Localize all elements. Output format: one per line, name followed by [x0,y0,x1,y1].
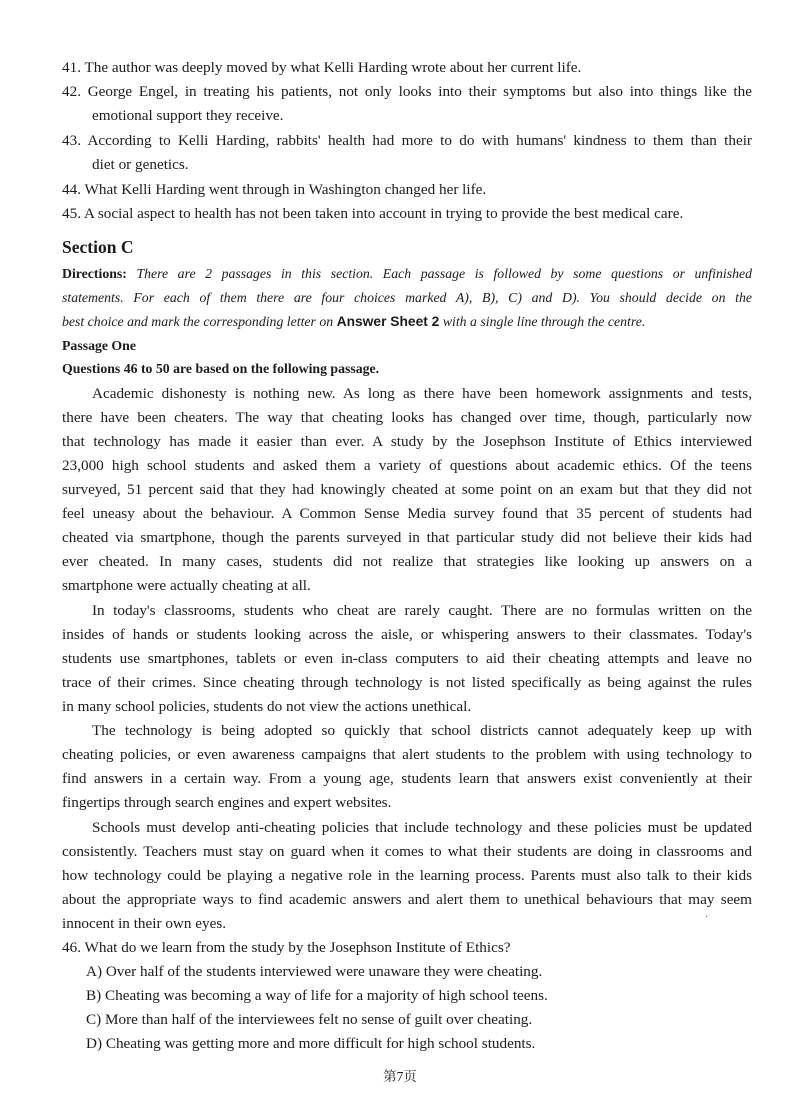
statement-number: 41. [62,59,81,76]
statement-45 [62,202,752,226]
p1-line: surveyed, 51 percent said that they had knowingly cheated at some point on an exam but that they did not [62,481,752,498]
statement-42 [62,80,752,104]
statement-text: What Kelli Harding went through in Washington changed her life. [84,181,487,198]
option-text: Over half of the students interviewed were unaware they were cheating. [105,963,543,980]
option-letter: B) [86,987,102,1004]
statement-43 [62,129,752,153]
option-c [86,1008,776,1032]
question-number: 46. [62,939,81,956]
option-text: Cheating was getting more and more difficult for high school students. [105,1035,536,1052]
question-46 [62,936,752,960]
statement-text: A social aspect to health has not been taken into account in trying to provide the best medical care. [83,205,684,222]
p1-line: 23,000 high school students and asked them a variety of questions about academic ethics. Of the teens [62,457,752,474]
statement-43-cont: diet or genetics. [92,156,189,173]
p2-line: trace of their crimes. Since cheating through technology is not listed specifically as being against the rules [62,674,752,691]
p3-line: fingertips through search engines and expert websites. [62,794,392,811]
p4-line: Schools must develop anti-cheating policies that include technology and these policies must be updated [92,819,752,836]
p4-line: how technology could be playing a negative role in the learning process. Parents must also talk to their kids [62,867,752,884]
directions-line-3 [62,310,752,334]
answer-sheet-label: Answer Sheet 2 [336,314,440,329]
p2-line: in many school policies, students do not view the actions unethical. [62,698,472,715]
statement-41 [62,56,752,80]
statement-number: 42. [62,83,81,100]
directions [62,262,752,334]
p1-line: smartphone were actually cheating at all. [62,577,311,594]
statement-text: The author was deeply moved by what Kelli Harding wrote about her current life. [84,59,582,76]
option-a [86,960,776,984]
option-b [86,984,776,1008]
p4-line: innocent in their own eyes. [62,915,227,932]
p2-line: students use smartphones, tablets or even in-class computers to aid their cheating attempts and leave no [62,650,752,667]
directions-text: best choice and mark the corresponding letter on [62,314,334,329]
p1-line: cheated via smartphone, though the parents surveyed in that particular study did not believe their kids had [62,529,752,546]
statement-text: According to Kelli Harding, rabbits' health had more to do with humans' kindness to them than their [87,132,752,149]
option-d [86,1032,776,1056]
scan-speck: · [705,912,709,923]
statement-42-cont: emotional support they receive. [92,107,284,124]
p1-line: feel uneasy about the behaviour. A Common Sense Media survey found that 35 percent of students had [62,505,752,522]
p1-line: there have been cheaters. The way that cheating looks has changed over time, though, particularly now [62,409,752,426]
directions-label: Directions: [62,266,127,281]
p4-line: consistently. Teachers must stay on guard when it comes to what their students are doing in classrooms and [62,843,752,860]
option-letter: C) [86,1011,102,1028]
p1-line: that technology has made it easier than ever. A study by the Josephson Institute of Ethics interviewed [62,433,752,450]
p2-line: insides of hands or students looking across the aisle, or whispering answers to their classmates. Today's [62,626,752,643]
directions-text: with a single line through the centre. [442,314,646,329]
statement-number: 44. [62,181,81,198]
statement-number: 43. [62,132,81,149]
statement-44 [62,178,752,202]
p1-line: ever cheated. In many cases, students did not realize that strategies like looking up answers on a [62,553,752,570]
directions-line-2: statements. For each of them there are four choices marked A), B), C) and D). You should decide on the [62,290,752,305]
directions-line-1 [62,262,752,286]
option-text: More than half of the interviewees felt no sense of guilt over cheating. [104,1011,533,1028]
page-number: 第7页 [383,1069,417,1084]
statement-number: 45. [62,205,81,222]
question-text: What do we learn from the study by the Josephson Institute of Ethics? [84,939,511,956]
directions-text: There are 2 passages in this section. Each passage is followed by some questions or unfinished [136,266,752,281]
statement-text: George Engel, in treating his patients, not only looks into their symptoms but also into things like the [87,83,752,100]
p2-line: In today's classrooms, students who cheat are rarely caught. There are no formulas written on the [92,602,752,619]
option-letter: A) [86,963,103,980]
p3-line: The technology is being adopted so quickly that school districts cannot adequately keep up with [92,722,752,739]
passage-title: Passage One [62,338,136,353]
option-letter: D) [86,1035,103,1052]
p1-line: Academic dishonesty is nothing new. As long as there have been homework assignments and tests, [92,385,752,402]
p3-line: find answers in a certain way. From a young age, students learn that answers exist conveniently at their [62,770,752,787]
p4-line: about the appropriate ways to find academic answers and alert them to unethical behaviours that may seem [62,891,752,908]
section-title: Section C [62,237,134,257]
passage-intro: Questions 46 to 50 are based on the following passage. [62,361,380,376]
option-text: Cheating was becoming a way of life for a majority of high school teens. [104,987,548,1004]
p3-line: cheating policies, or even awareness campaigns that alert students to the problem with using technology to [62,746,752,763]
